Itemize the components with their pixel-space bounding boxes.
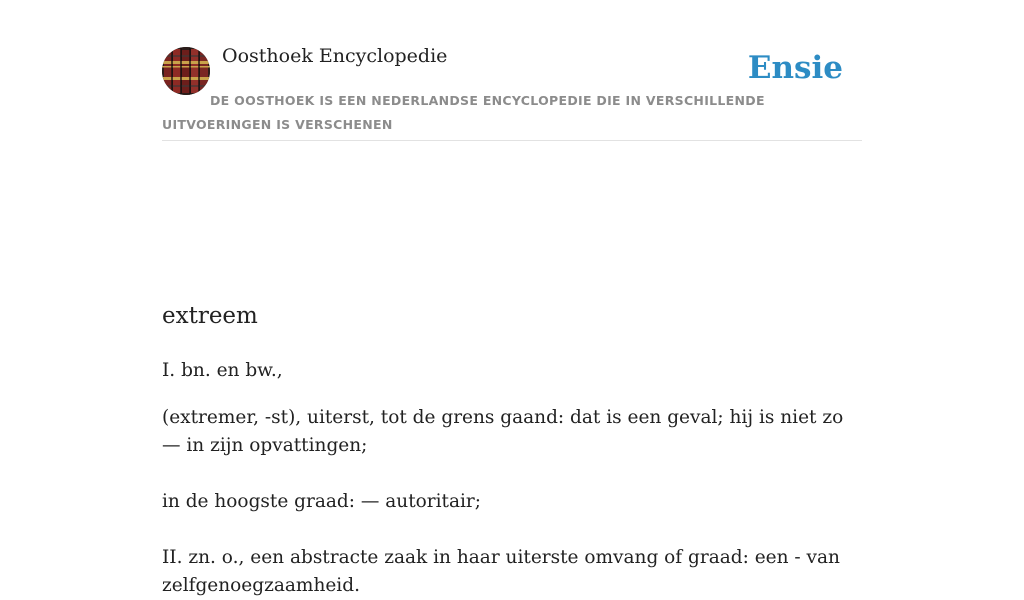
article-paragraph: II. zn. o., een abstracte zaak in haar uiterste omvang of graad: een - van zelfgenoegzaamheid.: [162, 547, 840, 596]
article-paragraph: (extremer, -st), uiterst, tot de grens gaand: dat is een geval; hij is niet zo — in zijn opvattingen;: [162, 407, 844, 456]
book-spines-avatar-icon[interactable]: [162, 47, 210, 95]
article-title: extreem: [162, 303, 258, 329]
article-paragraph: I. bn. en bw.,: [162, 360, 283, 381]
page: [162, 0, 862, 596]
site-name[interactable]: Oosthoek Encyclopedie: [222, 45, 448, 67]
header: [162, 0, 862, 141]
brand-logo[interactable]: Ensie: [747, 50, 843, 86]
site-tagline: DE OOSTHOEK IS EEN NEDERLANDSE ENCYCLOPEDIE DIE IN VERSCHILLENDE UITVOERINGEN IS VERSCHENEN: [162, 93, 765, 132]
article-paragraph: in de hoogste graad: — autoritair;: [162, 491, 481, 512]
